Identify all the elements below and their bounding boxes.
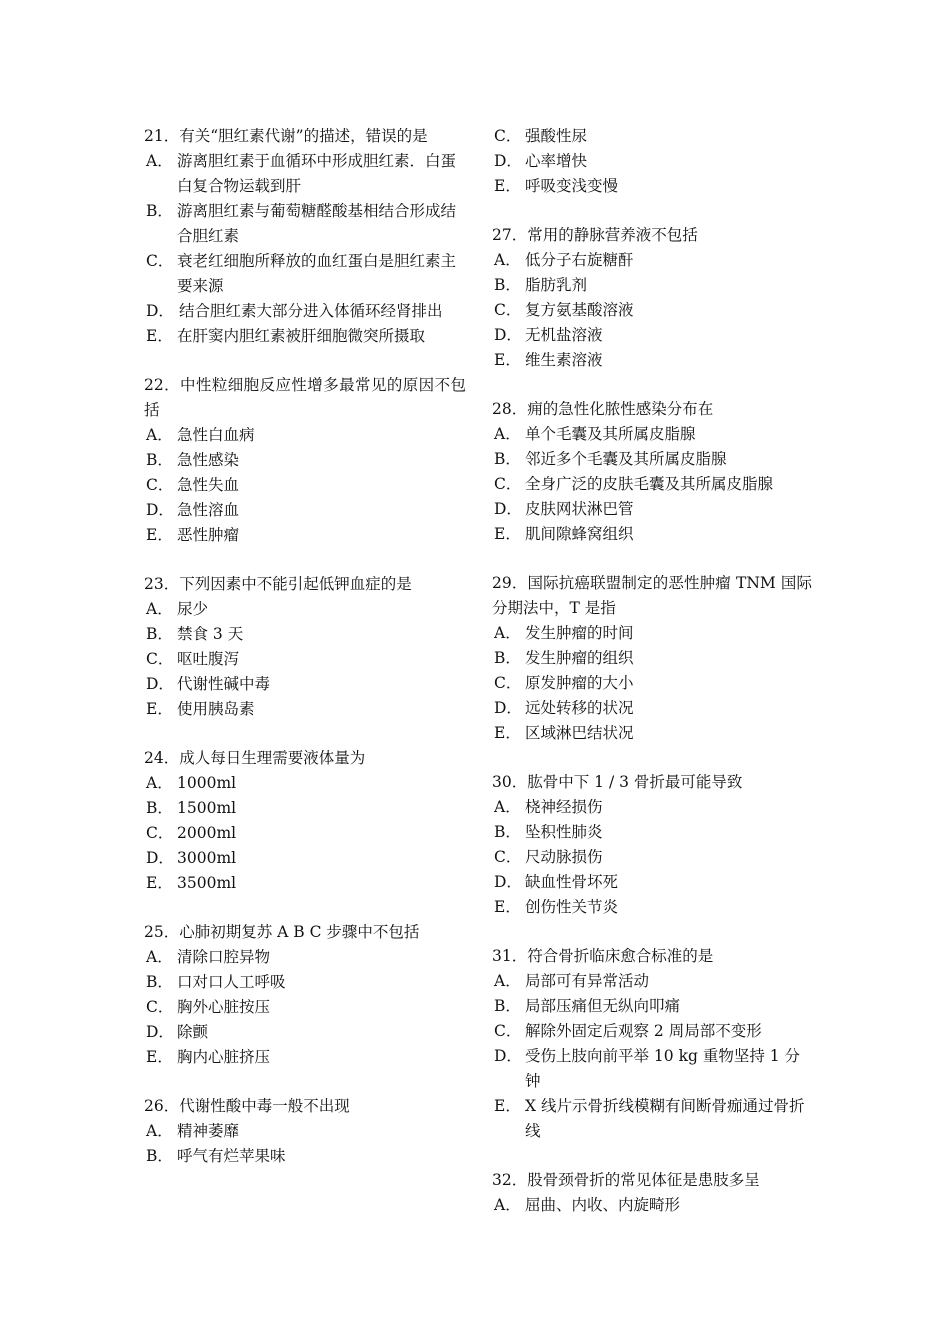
option-text: 发生肿瘤的时间: [525, 624, 634, 642]
option-e: [492, 1094, 812, 1144]
option-b: [144, 1144, 466, 1169]
question-30: [492, 770, 812, 920]
option-text: 游离胆红素于血循环中形成胆红素．白蛋白复合物运载到肝: [177, 152, 457, 195]
option-c: [144, 647, 466, 672]
question-stem: 23．下列因素中不能引起低钾血症的是: [144, 575, 412, 593]
option-letter: B．: [494, 276, 521, 294]
option-b: [492, 820, 812, 845]
option-letter: E．: [494, 177, 521, 195]
question-24: [144, 746, 466, 896]
option-letter: D．: [146, 849, 174, 867]
option-text: 胸内心脏挤压: [177, 1048, 271, 1066]
option-a: [492, 621, 812, 646]
question-27: [492, 223, 812, 373]
question-21: [144, 124, 466, 349]
option-a: [492, 969, 812, 994]
option-text: 口对口人工呼吸: [177, 973, 286, 991]
question-stem: 26．代谢性酸中毒一般不出现: [144, 1097, 350, 1115]
option-a: [144, 597, 466, 622]
option-a: [144, 423, 466, 448]
option-text: 使用胰岛素: [177, 700, 255, 718]
option-text: X 线片示骨折线模糊有间断骨痂通过骨折线: [525, 1097, 805, 1140]
question-stem: 21．有关“胆红素代谢”的描述，错误的是: [144, 127, 428, 145]
option-text: 皮肤网状淋巴管: [525, 500, 634, 518]
question-25: [144, 920, 466, 1070]
option-text: 急性白血病: [177, 426, 255, 444]
option-letter: A．: [146, 152, 173, 170]
question-stem: 30．肱骨中下 1 / 3 骨折最可能导致: [492, 773, 743, 791]
option-c: [492, 298, 812, 323]
question-32: [492, 1168, 812, 1218]
option-letter: A．: [146, 1122, 173, 1140]
option-text: 局部压痛但无纵向叩痛: [525, 997, 681, 1015]
option-text: 单个毛囊及其所属皮脂腺: [525, 425, 696, 443]
option-e: [144, 871, 466, 896]
option-c: [492, 845, 812, 870]
option-text: 衰老红细胞所释放的血红蛋白是胆红素主要来源: [177, 252, 457, 295]
option-a: [144, 1119, 466, 1144]
option-text: 急性失血: [177, 476, 240, 494]
option-letter: E．: [146, 327, 173, 345]
left-column: [144, 124, 466, 1193]
option-letter: E．: [494, 1097, 521, 1115]
option-text: 禁食 3 天: [177, 625, 244, 643]
option-text: 肌间隙蜂窝组织: [525, 525, 634, 543]
option-text: 代谢性碱中毒: [177, 675, 271, 693]
option-letter: E．: [146, 1048, 173, 1066]
option-text: 1000ml: [177, 774, 237, 792]
option-d: [144, 846, 466, 871]
option-letter: C．: [146, 252, 174, 270]
option-b: [144, 448, 466, 473]
option-text: 1500ml: [177, 799, 237, 817]
option-letter: D．: [146, 1023, 174, 1041]
question-22: [144, 373, 466, 548]
option-letter: D．: [494, 699, 522, 717]
option-text: 呼气有烂苹果味: [177, 1147, 286, 1165]
option-c: [492, 671, 812, 696]
option-letter: A．: [146, 948, 173, 966]
option-letter: A．: [146, 600, 173, 618]
option-text: 心率增快: [525, 152, 588, 170]
option-letter: E．: [146, 874, 173, 892]
question-stem: 27．常用的静脉营养液不包括: [492, 226, 698, 244]
option-letter: D．: [146, 675, 174, 693]
option-letter: C．: [494, 127, 522, 145]
option-letter: D．: [494, 326, 522, 344]
option-a: [492, 422, 812, 447]
option-text: 维生素溶液: [525, 351, 603, 369]
option-letter: D．: [494, 152, 522, 170]
option-c: [144, 821, 466, 846]
option-b: [492, 447, 812, 472]
option-b: [144, 199, 466, 249]
question-stem: 25．心肺初期复苏 A B C 步骤中不包括: [144, 923, 420, 941]
option-d: [492, 696, 812, 721]
option-e: [144, 324, 466, 349]
option-text: 3000ml: [177, 849, 237, 867]
option-text: 全身广泛的皮肤毛囊及其所属皮脂腺: [525, 475, 774, 493]
option-b: [492, 994, 812, 1019]
option-e: [144, 523, 466, 548]
option-d: [492, 870, 812, 895]
option-letter: E．: [146, 700, 173, 718]
option-letter: B．: [494, 450, 521, 468]
option-text: 脂肪乳剂: [525, 276, 588, 294]
option-c: [492, 124, 812, 149]
option-text: 远处转移的状况: [525, 699, 634, 717]
option-letter: B．: [146, 202, 173, 220]
option-c: [492, 472, 812, 497]
option-b: [144, 796, 466, 821]
option-c: [144, 473, 466, 498]
option-text: 游离胆红素与葡萄糖醛酸基相结合形成结合胆红素: [177, 202, 457, 245]
option-text: 精神萎靡: [177, 1122, 240, 1140]
option-letter: E．: [494, 898, 521, 916]
option-letter: E．: [494, 351, 521, 369]
option-text: 复方氨基酸溶液: [525, 301, 634, 319]
right-column: [492, 124, 812, 1242]
option-text: 受伤上肢向前平举 10 kg 重物坚持 1 分钟: [525, 1047, 801, 1090]
option-d: [144, 299, 466, 324]
option-text: 清除口腔异物: [177, 948, 271, 966]
option-a: [144, 771, 466, 796]
option-e: [492, 522, 812, 547]
option-text: 2000ml: [177, 824, 237, 842]
question-26-continued: [492, 124, 812, 199]
option-letter: C．: [146, 650, 174, 668]
option-letter: A．: [146, 774, 173, 792]
option-letter: B．: [146, 625, 173, 643]
option-letter: C．: [146, 998, 174, 1016]
question-stem: 29．国际抗癌联盟制定的恶性肿瘤 TNM 国际分期法中，T 是指: [492, 574, 812, 617]
option-text: 创伤性关节炎: [525, 898, 619, 916]
option-letter: B．: [494, 649, 521, 667]
question-26: [144, 1094, 466, 1169]
option-letter: C．: [146, 476, 174, 494]
option-letter: B．: [494, 997, 521, 1015]
question-23: [144, 572, 466, 722]
option-letter: D．: [494, 873, 522, 891]
option-c: [492, 1019, 812, 1044]
option-letter: C．: [494, 475, 522, 493]
option-text: 局部可有异常活动: [525, 972, 650, 990]
option-c: [144, 249, 466, 299]
option-text: 低分子右旋糖酐: [525, 251, 634, 269]
option-letter: A．: [494, 798, 521, 816]
option-text: 发生肿瘤的组织: [525, 649, 634, 667]
option-text: 胸外心脏按压: [177, 998, 271, 1016]
option-text: 邻近多个毛囊及其所属皮脂腺: [525, 450, 727, 468]
option-letter: D．: [494, 500, 522, 518]
option-a: [144, 945, 466, 970]
option-e: [492, 721, 812, 746]
option-text: 区域淋巴结状况: [525, 724, 634, 742]
option-letter: C．: [494, 1022, 522, 1040]
option-text: 恶性肿瘤: [177, 526, 240, 544]
option-text: 桡神经损伤: [525, 798, 603, 816]
question-31: [492, 944, 812, 1144]
option-text: 原发肿瘤的大小: [525, 674, 634, 692]
option-letter: C．: [494, 674, 522, 692]
option-text: 呕吐腹泻: [177, 650, 240, 668]
option-text: 急性溶血: [177, 501, 240, 519]
option-letter: D．: [146, 302, 174, 320]
option-text: 强酸性尿: [525, 127, 588, 145]
question-stem: 31．符合骨折临床愈合标准的是: [492, 947, 714, 965]
option-letter: D．: [494, 1047, 522, 1065]
option-text: 在肝窦内胆红素被肝细胞微突所摄取: [177, 327, 426, 345]
option-text: 无机盐溶液: [525, 326, 603, 344]
question-28: [492, 397, 812, 547]
question-stem: 22．中性粒细胞反应性增多最常见的原因不包括: [144, 376, 466, 419]
option-letter: E．: [494, 724, 521, 742]
option-text: 3500ml: [177, 874, 237, 892]
option-e: [492, 348, 812, 373]
option-text: 坠积性肺炎: [525, 823, 603, 841]
option-text: 急性感染: [177, 451, 240, 469]
option-d: [144, 498, 466, 523]
option-e: [492, 895, 812, 920]
option-text: 尺动脉损伤: [525, 848, 603, 866]
option-letter: A．: [494, 251, 521, 269]
option-letter: E．: [494, 525, 521, 543]
option-a: [492, 1193, 812, 1218]
question-stem: 28．痈的急性化脓性感染分布在: [492, 400, 714, 418]
option-text: 缺血性骨坏死: [525, 873, 619, 891]
option-text: 屈曲、内收、内旋畸形: [525, 1196, 681, 1214]
option-letter: A．: [494, 1196, 521, 1214]
option-text: 呼吸变浅变慢: [525, 177, 619, 195]
question-29: [492, 571, 812, 746]
option-text: 解除外固定后观察 2 周局部不变形: [525, 1022, 762, 1040]
option-e: [144, 697, 466, 722]
option-e: [144, 1045, 466, 1070]
option-letter: A．: [494, 972, 521, 990]
option-letter: C．: [146, 824, 174, 842]
option-letter: E．: [146, 526, 173, 544]
option-d: [492, 323, 812, 348]
option-letter: A．: [146, 426, 173, 444]
option-letter: A．: [494, 425, 521, 443]
option-b: [492, 646, 812, 671]
question-stem: 32．股骨颈骨折的常见体征是患肢多呈: [492, 1171, 760, 1189]
option-a: [144, 149, 466, 199]
option-letter: C．: [494, 301, 522, 319]
option-d: [492, 149, 812, 174]
option-d: [144, 1020, 466, 1045]
option-letter: D．: [146, 501, 174, 519]
option-text: 结合胆红素大部分进入体循环经肾排出: [179, 302, 443, 320]
option-b: [144, 970, 466, 995]
option-a: [492, 795, 812, 820]
option-letter: C．: [494, 848, 522, 866]
option-a: [492, 248, 812, 273]
option-letter: B．: [494, 823, 521, 841]
option-letter: B．: [146, 451, 173, 469]
option-b: [492, 273, 812, 298]
question-stem: 24．成人每日生理需要液体量为: [144, 749, 366, 767]
option-e: [492, 174, 812, 199]
option-d: [492, 497, 812, 522]
option-c: [144, 995, 466, 1020]
option-letter: B．: [146, 799, 173, 817]
option-text: 尿少: [177, 600, 209, 618]
option-letter: B．: [146, 973, 173, 991]
option-letter: A．: [494, 624, 521, 642]
option-d: [144, 672, 466, 697]
option-letter: B．: [146, 1147, 173, 1165]
option-text: 除颤: [177, 1023, 209, 1041]
option-d: [492, 1044, 812, 1094]
option-b: [144, 622, 466, 647]
